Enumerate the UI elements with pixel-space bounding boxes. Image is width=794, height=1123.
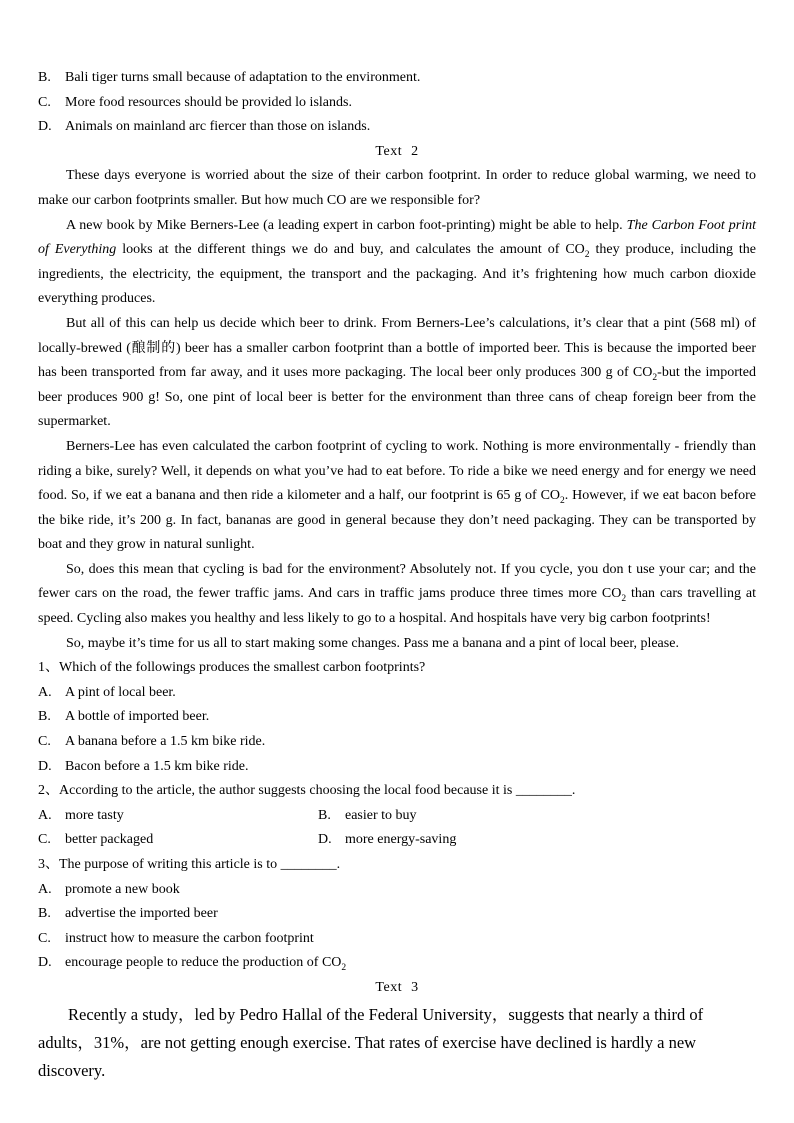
option-label: C. [38,930,51,946]
answer-option [38,927,756,952]
paragraph: Berners-Lee has even calculated the carbon footprint of cycling to work. Nothing is more environmentally - friendly than riding a bike, surely? Well, it depends on what you’ve had to eat before. To ride a bike we need energy and for energy we need food. So, if we eat a banana and then ride a kilometer and a half, our footprint is 65 g of $CO_2$. However, if we eat bacon before the bike ride, it’s 200 g. In fact, bananas are good in general because they don’t need packaging. They can be transported by boat and they grow in natural sunlight. [38,438,756,553]
answer-option [318,804,756,829]
option-text: promote a new book [65,881,180,897]
section-title: Text 3 [375,979,419,995]
option-label: A. [38,684,52,700]
question-stem: 3、The purpose of writing this article is to ________. [38,857,341,872]
paragraph: These days everyone is worried about the size of their carbon footprint. In order to reduce global warming, we need to make our carbon footprints smaller. But how much CO are we responsible for? [38,168,756,208]
answer-option [38,828,318,853]
option-text: A bottle of imported beer. [65,709,210,725]
option-text: instruct how to measure the carbon footprint [65,930,314,946]
section-title: Text 2 [375,143,419,159]
paragraph: But all of this can help us decide which beer to drink. From Berners-Lee’s calculations, it’s clear that a pint (568 ml) of locally-brewed (酿制的) beer has a smaller carbon footprint than a bottle of imported beer. This is because the imported beer has been transported from far away, and it uses more packaging. The local beer only produces 300 g of $CO_2$-but the imported beer produces 900 g! So, one pint of local beer is better for the environment than three cans of cheap foreign beer from the supermarket. [38,315,757,430]
option-text: better packaged [65,832,154,848]
option-text: encourage people to reduce the production of $CO_2$ [65,955,347,974]
option-text: Animals on mainland arc fiercer than those on islands. [65,119,371,135]
paragraph: So, maybe it’s time for us all to start making some changes. Pass me a banana and a pint of local beer, please. [66,635,679,651]
option-label: A. [38,881,52,897]
option-text: Bali tiger turns small because of adaptation to the environment. [65,70,421,85]
answer-option [38,902,756,927]
answer-option-grid [38,804,756,853]
answer-option [38,91,756,116]
answer-option [38,951,756,976]
option-text: more energy-saving [345,832,457,848]
answer-option [38,730,756,755]
option-text: more tasty [65,807,124,823]
paragraph: So, does this mean that cycling is bad for the environment? Absolutely not. If you cycle, you don t use your car; and the fewer cars on the road, the fewer traffic jams. And cars in traffic jams produce three times more $CO_2$ than cars travelling at speed. Cycling also makes you healthy and less likely to go to a hospital. And hospitals have very big carbon footprints! [38,561,756,627]
answer-option [38,804,318,829]
option-label: C. [38,94,51,110]
answer-option [38,705,756,730]
answer-option [318,828,756,853]
answer-option [38,66,756,91]
option-label: B. [38,709,51,725]
option-text: More food resources should be provided lo islands. [65,94,352,110]
paragraph: Recently a study，led by Pedro Hallal of the Federal University，suggests that nearly a third of adults，31%，are not getting enough exercise. That rates of exercise have declined is hardly a new discovery. [38,1004,704,1080]
option-text: easier to buy [345,807,417,823]
option-text: A banana before a 1.5 km bike ride. [65,734,266,750]
answer-option [38,681,756,706]
option-text: A pint of local beer. [65,684,176,700]
option-label: B. [318,807,331,823]
option-label: A. [38,807,52,823]
answer-option [38,878,756,903]
option-label: D. [38,955,52,971]
question-stem: 2、According to the article, the author suggests choosing the local food because it is ________. [38,783,576,799]
option-label: B. [38,70,51,85]
option-text: Bacon before a 1.5 km bike ride. [65,758,249,774]
option-label: D. [38,758,52,774]
document-content [38,66,756,1085]
option-label: C. [38,734,51,750]
option-label: D. [38,119,52,135]
option-label: D. [318,832,332,848]
option-label: B. [38,906,51,922]
answer-option [38,755,756,780]
paragraph: A new book by Mike Berners-Lee (a leading expert in carbon foot-printing) might be able to help. The Carbon Foot print of Everything looks at the different things we do and buy, and calculates the amount of $CO_2$ they produce, including the ingredients, the electricity, the equipment, the transport and the packaging. And it’s frightening how much carbon dioxide everything produces. [38,217,756,307]
answer-option [38,115,756,140]
question-stem: 1、Which of the followings produces the smallest carbon footprints? [38,660,426,676]
option-label: C. [38,832,51,848]
option-text: advertise the imported beer [65,906,218,922]
